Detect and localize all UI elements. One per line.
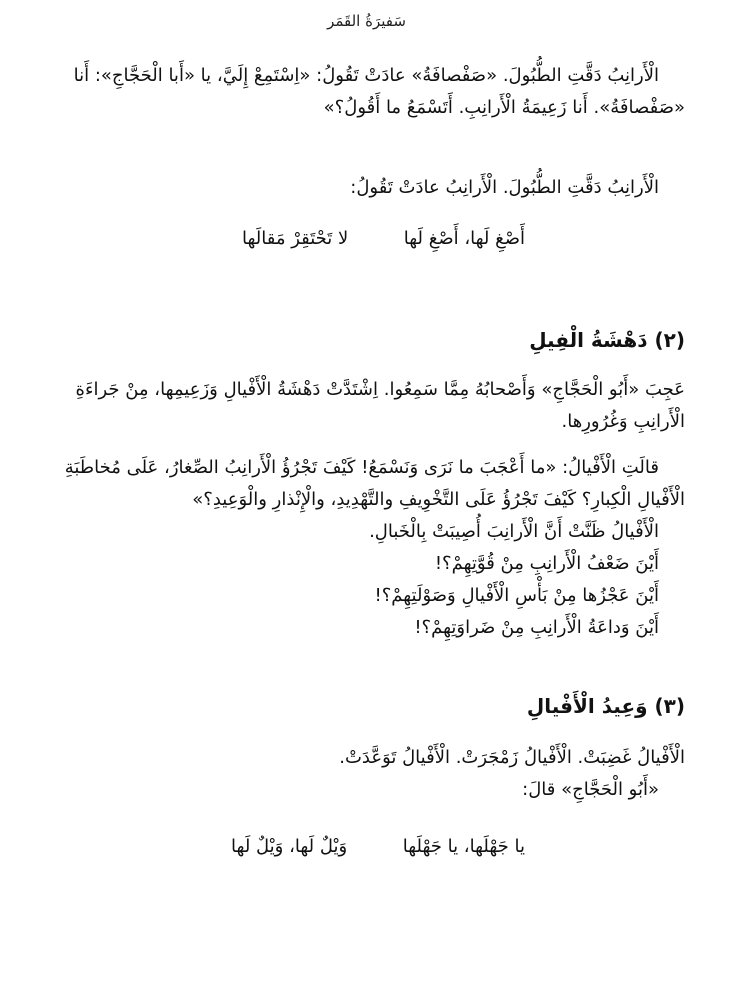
verse-line: أَيْنَ ضَعْفُ الْأَرانِبِ مِنْ قُوَّتِهِمْ؟! (434, 553, 659, 574)
text-line: الْأَرانِبُ دَقَّتِ الطُّبُولَ. الْأَرانِبُ عادَتْ تَقُولُ: (350, 177, 659, 198)
text-line: قالَتِ الْأَفْيالُ: «ما أَعْجَبَ ما نَرَى وَنَسْمَعُ! كَيْفَ تَجْرُؤُ الْأَرانِبُ الصِّغارُ، عَلَى مُخاطَبَةِ (64, 457, 659, 478)
section1-poem-line (242, 228, 525, 249)
poem-hemistich-first: يا جَهْلَها، يا جَهْلَها (402, 836, 525, 857)
section2-paragraph-1 (44, 374, 685, 438)
section2-paragraph-2 (44, 452, 685, 516)
verse-line: الْأَفْيالُ ظَنَّتْ أَنَّ الْأَرانِبَ أُصِيبَتْ بِالْخَبالِ. (369, 521, 659, 542)
section2-heading: (٢) دَهْشَةُ الْفِيلِ (529, 328, 685, 352)
verse-line: أَيْنَ وَداعَةُ الْأَرانِبِ مِنْ ضَراوَتِهِمْ؟! (414, 617, 659, 638)
section3-heading: (٣) وَعِيدُ الْأَفْيالِ (526, 694, 685, 718)
text-line: الْأَرانِبِ وَغُرُورِها. (561, 411, 685, 432)
poem-hemistich-second: لا تَحْتَقِرْ مَقالَها (241, 228, 349, 249)
poem-hemistich-first: أَصْغِ لَها، أَصْغِ لَها (403, 228, 525, 249)
section3-poem-line (231, 836, 525, 857)
section1-paragraph-1 (44, 60, 685, 124)
text-line: الْأَفْيالِ الْكِبارِ؟ كَيْفَ تَجْرُؤُ عَلَى التَّخْوِيفِ والتَّهْدِيدِ، والْإِنْذارِ والْوَعِيدِ؟» (192, 489, 685, 510)
text-line: الْأَرانِبُ دَقَّتِ الطُّبُولَ. «صَفْصافَةُ» عادَتْ تَقُولُ: «اِسْتَمِعْ إِلَيَّ، يا «أَبا الْحَجَّاجِ»: أَنا (73, 65, 659, 86)
text-line: «صَفْصافَةُ». أَنا زَعِيمَةُ الْأَرانِبِ. أَتَسْمَعُ ما أَقُولُ؟» (323, 97, 685, 118)
text-line: الْأَفْيالُ غَضِبَتْ. الْأَفْيالُ زَمْجَرَتْ. الْأَفْيالُ تَوَعَّدَتْ. (339, 747, 685, 768)
section2-verses (44, 516, 685, 644)
section3-paragraph (44, 742, 685, 806)
section1-paragraph-2 (44, 172, 685, 204)
text-line: «أَبُو الْحَجَّاجِ» قالَ: (522, 779, 659, 800)
poem-hemistich-second: وَيْلٌ لَها، وَيْلٌ لَها (231, 836, 348, 857)
verse-line: أَيْنَ عَجْزُها مِنْ بَأْسِ الْأَفْيالِ وَصَوْلَتِهِمْ؟! (374, 585, 659, 606)
page-header-title: سَفيرَةُ القَمَر (327, 12, 406, 30)
text-line: عَجِبَ «أَبُو الْحَجَّاجِ» وَأَصْحابُهُ مِمَّا سَمِعُوا. اِشْتَدَّتْ دَهْشَةُ الْأَفْيالِ وَزَعِيمِها، مِنْ جَراءَةِ (75, 379, 685, 400)
